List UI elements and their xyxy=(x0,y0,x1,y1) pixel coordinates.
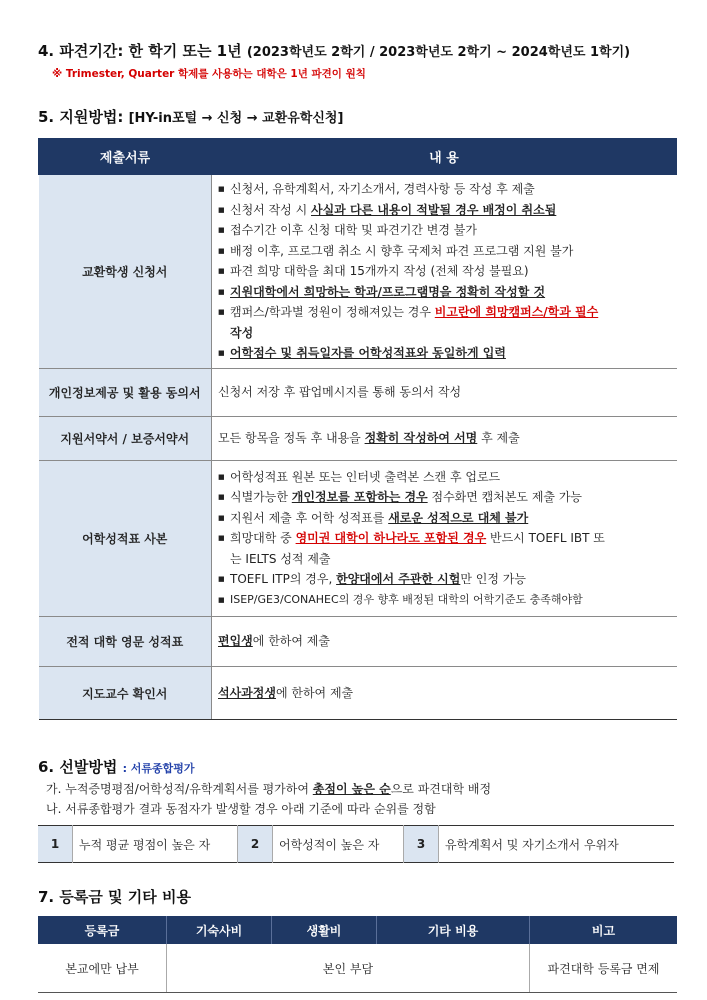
cell-remarks: 파견대학 등록금 면제 xyxy=(530,944,678,993)
cell-tuition: 본교에만 납부 xyxy=(38,944,167,993)
row-label: 지도교수 확인서 xyxy=(39,667,212,720)
list-item: ■ ISEP/GE3/CONAHEC의 경우 향후 배정된 대학의 어학기준도 충족해야함 xyxy=(218,590,671,611)
cell-self-pay: 본인 부담 xyxy=(167,944,530,993)
header-tuition: 등록금 xyxy=(38,916,167,944)
selection-rule-2: 나. 서류종합평가 결과 동점자가 발생할 경우 아래 기준에 따라 순위를 정함 xyxy=(46,802,436,816)
table-row xyxy=(39,461,677,617)
list-item: ■ 파견 희망 대학을 최대 15개까지 작성 (전체 작성 불필요) xyxy=(218,261,671,282)
header-dormitory: 기숙사비 xyxy=(167,916,272,944)
rank-number: 3 xyxy=(404,826,439,863)
list-item: ■ TOEFL ITP의 경우, 한양대에서 주관한 시험만 인정 가능 xyxy=(218,569,671,590)
rank-number: 1 xyxy=(38,826,73,863)
section4-title: 4. 파견기간: 한 학기 또는 1년 (2023학년도 2학기 / 2023학년도 2학기 ~ 2024학년도 1학기) xyxy=(38,42,631,60)
row-content xyxy=(212,175,677,369)
table-row xyxy=(39,417,677,461)
list-item: ■ 신청서, 유학계획서, 자기소개서, 경력사항 등 작성 후 제출 xyxy=(218,179,671,200)
documents-table xyxy=(38,138,677,720)
section6-subtitle: : 서류종합평가 xyxy=(122,762,195,775)
row-label: 교환학생 신청서 xyxy=(39,175,212,369)
header-living: 생활비 xyxy=(272,916,377,944)
list-item: ■ 어학점수 및 취득일자를 어학성적표와 동일하게 입력 xyxy=(218,343,671,364)
row-content: 편입생에 한하여 제출 xyxy=(212,617,677,667)
rank-criterion: 어학성적이 높은 자 xyxy=(273,826,404,863)
section5-title: 5. 지원방법: [HY-in포털 → 신청 → 교환유학신청] xyxy=(38,108,344,126)
section6-title: 6. 선발방법 : 서류종합평가 xyxy=(38,758,195,776)
row-content: 신청서 저장 후 팝업메시지를 통해 동의서 작성 xyxy=(212,369,677,417)
header-other: 기타 비용 xyxy=(377,916,530,944)
row-content xyxy=(212,461,677,617)
header-documents: 제출서류 xyxy=(39,139,212,175)
row-label: 개인정보제공 및 활용 동의서 xyxy=(39,369,212,417)
row-content: 모든 항목을 정독 후 내용을 정확히 작성하여 서명 후 제출 xyxy=(212,417,677,461)
section7-title: 7. 등록금 및 기타 비용 xyxy=(38,888,191,906)
section4-note: ※ Trimester, Quarter 학제를 사용하는 대학은 1년 파견이 원칙 xyxy=(52,68,366,80)
row-label: 지원서약서 / 보증서약서 xyxy=(39,417,212,461)
table-row xyxy=(39,667,677,720)
table-row xyxy=(39,369,677,417)
list-item: ■ 지원서 제출 후 어학 성적표를 새로운 성적으로 대체 불가 xyxy=(218,508,671,529)
rank-number: 2 xyxy=(238,826,273,863)
header-remarks: 비고 xyxy=(530,916,678,944)
section5-path: [HY-in포털 → 신청 → 교환유학신청] xyxy=(128,111,344,126)
list-item: ■ 어학성적표 원본 또는 인터넷 출력본 스캔 후 업로드 xyxy=(218,467,671,488)
header-contents: 내 용 xyxy=(212,139,677,175)
list-item: ■ 배정 이후, 프로그램 취소 시 향후 국제처 파견 프로그램 지원 불가 xyxy=(218,241,671,262)
list-item: ■ 식별가능한 개인정보를 포함하는 경우 점수화면 캡처본도 제출 가능 xyxy=(218,487,671,508)
table-row xyxy=(39,175,677,369)
tiebreak-table xyxy=(38,825,674,863)
list-item: ■ 접수기간 이후 신청 대학 및 파견기간 변경 불가 xyxy=(218,220,671,241)
list-item: ■ 희망대학 중 영미권 대학이 하나라도 포함된 경우 반드시 TOEFL IBT 또 는 IELTS 성적 제출 xyxy=(218,528,671,569)
list-item: ■ 캠퍼스/학과별 정원이 정해져있는 경우 비고란에 희망캠퍼스/학과 필수 작성 xyxy=(218,302,671,343)
row-label: 어학성적표 사본 xyxy=(39,461,212,617)
section4-period: (2023학년도 2학기 / 2023학년도 2학기 ~ 2024학년도 1학기) xyxy=(246,45,631,60)
rank-criterion: 누적 평균 평점이 높은 자 xyxy=(73,826,238,863)
costs-table xyxy=(38,916,677,993)
row-label: 전적 대학 영문 성적표 xyxy=(39,617,212,667)
rank-criterion: 유학계획서 및 자기소개서 우위자 xyxy=(445,837,619,852)
list-item: ■ 지원대학에서 희망하는 학과/프로그램명을 정확히 작성할 것 xyxy=(218,282,671,303)
row-content: 석사과정생에 한하여 제출 xyxy=(212,667,677,720)
table-row xyxy=(39,617,677,667)
selection-rule-1: 가. 누적증명평점/어학성적/유학계획서를 평가하여 총점이 높은 순으로 파견대학 배정 xyxy=(46,782,492,796)
list-item: ■ 신청서 작성 시 사실과 다른 내용이 적발될 경우 배정이 취소됨 xyxy=(218,200,671,221)
